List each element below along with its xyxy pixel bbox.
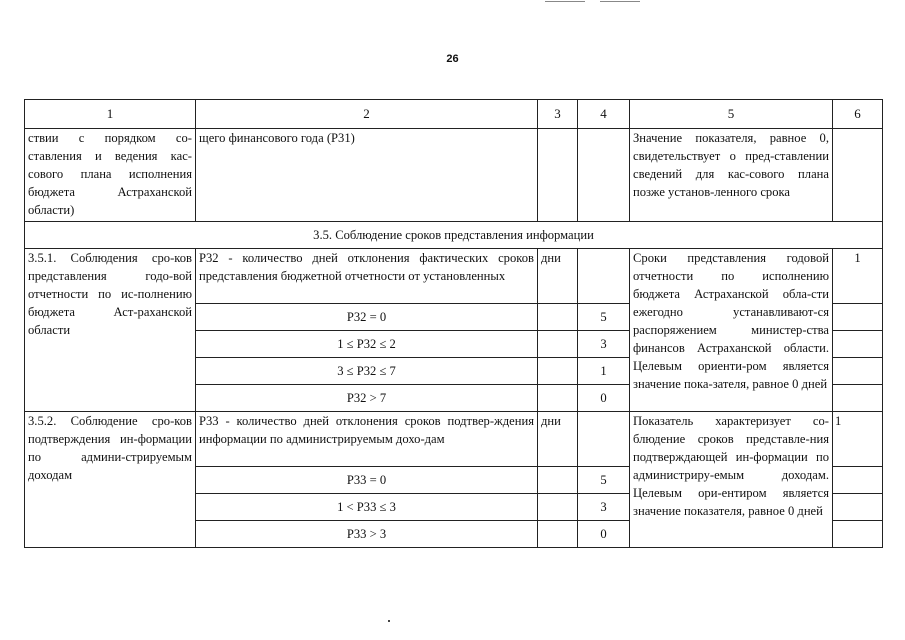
header-row	[25, 100, 883, 129]
condition-score: 3	[578, 494, 630, 521]
indicator-comment: Показатель характеризует со-блюдение сроков представле-ния подтверждающей ин-формации по администриру-емым доходам. Целевым ори-ентиром является значение показателя, равное 0 дней	[630, 412, 833, 548]
condition-formula: 3 ≤ Р32 ≤ 7	[196, 358, 538, 385]
empty-cell	[538, 494, 578, 521]
section-title: 3.5. Соблюдение сроков представления информации	[25, 222, 883, 249]
continuation-indicator: щего финансового года (Р31)	[196, 129, 538, 222]
indicator-weight: 1	[833, 249, 883, 304]
indicator-description: Р32 - количество дней отклонения фактических сроков представления бюджетной отчетности от установленных	[196, 249, 538, 304]
empty-cell	[833, 385, 883, 412]
scan-artifact-dot	[388, 620, 390, 622]
condition-score: 1	[578, 358, 630, 385]
column-header: 5	[630, 100, 833, 129]
empty-cell	[833, 358, 883, 385]
scan-artifact-line	[545, 1, 585, 2]
empty-cell	[538, 129, 578, 222]
empty-cell	[833, 467, 883, 494]
condition-formula: 1 < Р33 ≤ 3	[196, 494, 538, 521]
indicators-table	[24, 99, 883, 548]
empty-cell	[578, 249, 630, 304]
column-header: 4	[578, 100, 630, 129]
indicator-row	[25, 412, 883, 467]
condition-formula: Р32 > 7	[196, 385, 538, 412]
empty-cell	[833, 521, 883, 548]
condition-score: 5	[578, 467, 630, 494]
condition-formula: Р33 > 3	[196, 521, 538, 548]
empty-cell	[538, 304, 578, 331]
page-number: 26	[446, 53, 459, 65]
column-header: 6	[833, 100, 883, 129]
continuation-criterion: ствии с порядком со-ставления и ведения кас-сового плана исполнения бюджета Астраханской области)	[25, 129, 196, 222]
empty-cell	[578, 129, 630, 222]
column-header: 2	[196, 100, 538, 129]
indicator-weight: 1	[833, 412, 883, 467]
condition-score: 0	[578, 385, 630, 412]
scan-artifact-line	[600, 1, 640, 2]
condition-formula: Р33 = 0	[196, 467, 538, 494]
indicator-name: 3.5.1. Соблюдения сро-ков представления годо-вой отчетности по ис-полнению бюджета Аст-раханской области	[25, 249, 196, 412]
empty-cell	[538, 331, 578, 358]
empty-cell	[833, 304, 883, 331]
indicator-unit: дни	[538, 249, 578, 304]
column-header: 1	[25, 100, 196, 129]
empty-cell	[578, 412, 630, 467]
condition-score: 3	[578, 331, 630, 358]
condition-score: 5	[578, 304, 630, 331]
empty-cell	[538, 521, 578, 548]
indicator-unit: дни	[538, 412, 578, 467]
indicator-description: Р33 - количество дней отклонения сроков подтвер-ждения информации по администрируемым дохо-дам	[196, 412, 538, 467]
condition-formula: 1 ≤ Р32 ≤ 2	[196, 331, 538, 358]
continuation-comment: Значение показателя, равное 0, свидетельствует о пред-ставлении сведений для кас-сового плана позже установ-ленного срока	[630, 129, 833, 222]
section-row	[25, 222, 883, 249]
empty-cell	[538, 358, 578, 385]
indicator-name: 3.5.2. Соблюдение сро-ков подтверждения ин-формации по админи-стрируемым доходам	[25, 412, 196, 548]
indicator-row	[25, 249, 883, 304]
condition-score: 0	[578, 521, 630, 548]
condition-formula: Р32 = 0	[196, 304, 538, 331]
continuation-row	[25, 129, 883, 222]
indicator-comment: Сроки представления годовой отчетности по исполнению бюджета Астраханской обла-сти ежегодно устанавливают-ся распоряжением министер-ства финансов Астраханской области. Целевым ориенти-ром является значение пока-зателя, равное 0 дней	[630, 249, 833, 412]
empty-cell	[833, 129, 883, 222]
column-header: 3	[538, 100, 578, 129]
empty-cell	[833, 331, 883, 358]
empty-cell	[833, 494, 883, 521]
empty-cell	[538, 385, 578, 412]
empty-cell	[538, 467, 578, 494]
